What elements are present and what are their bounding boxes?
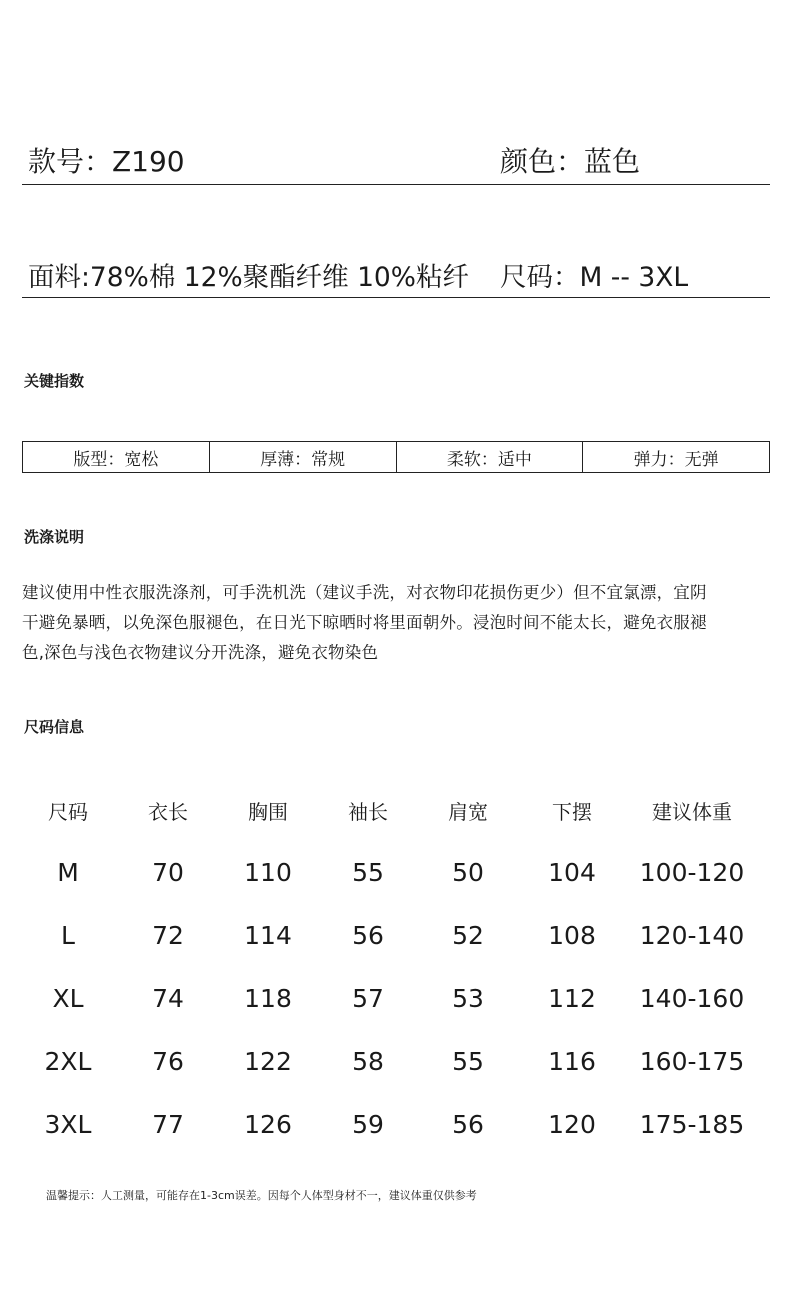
- cell-shoulder: 50: [452, 858, 484, 887]
- fabric-composition: 面料:78%棉 12%聚酯纤维 10%粘纤: [28, 262, 469, 293]
- cell-length: 72: [152, 921, 184, 950]
- header-chest: 胸围: [248, 800, 288, 824]
- cell-hem: 108: [548, 921, 596, 950]
- cell-chest: 118: [244, 984, 292, 1013]
- cell-sleeve: 57: [352, 984, 384, 1013]
- cell-shoulder: 56: [452, 1110, 484, 1139]
- indicator-elasticity: 弹力：无弹: [633, 449, 719, 470]
- cell-sleeve: 55: [352, 858, 384, 887]
- measurement-note: 温馨提示：人工测量，可能存在1-3cm误差。因每个人体型身材不一，建议体重仅供参考: [46, 1189, 477, 1202]
- indicator-thickness: 厚薄：常规: [210, 442, 397, 472]
- indicator-fit: 版型：宽松: [23, 442, 210, 472]
- style-number: 款号：Z190: [28, 145, 185, 178]
- table-row: [18, 1096, 778, 1159]
- washing-line-3: 色,深色与浅色衣物建议分开洗涤，避免衣物染色: [22, 643, 379, 662]
- cell-shoulder: 52: [452, 921, 484, 950]
- cell-length: 76: [152, 1047, 184, 1076]
- cell-length: 70: [152, 858, 184, 887]
- cell-chest: 122: [244, 1047, 292, 1076]
- cell-chest: 126: [244, 1110, 292, 1139]
- header-weight: 建议体重: [652, 800, 732, 824]
- header-sleeve: 袖长: [348, 800, 388, 824]
- header-length: 衣长: [148, 800, 188, 824]
- cell-length: 74: [152, 984, 184, 1013]
- cell-length: 77: [152, 1110, 184, 1139]
- divider-second: [22, 297, 770, 298]
- cell-size: 2XL: [44, 1047, 92, 1076]
- cell-size: M: [57, 858, 79, 887]
- indicator-softness: 柔软：适中: [397, 442, 584, 472]
- cell-hem: 116: [548, 1047, 596, 1076]
- header-shoulder: 肩宽: [448, 800, 488, 824]
- washing-title: 洗涤说明: [24, 528, 85, 546]
- cell-shoulder: 55: [452, 1047, 484, 1076]
- size-table: [18, 788, 778, 1159]
- washing-instructions: [22, 578, 774, 668]
- cell-chest: 110: [244, 858, 292, 887]
- cell-hem: 104: [548, 858, 596, 887]
- size-table-header: [18, 788, 778, 844]
- cell-size: XL: [52, 984, 84, 1013]
- cell-size: 3XL: [44, 1110, 92, 1139]
- cell-weight: 100-120: [639, 858, 745, 887]
- cell-sleeve: 59: [352, 1110, 384, 1139]
- cell-weight: 160-175: [639, 1047, 745, 1076]
- washing-line-1: 建议使用中性衣服洗涤剂，可手洗机洗（建议手洗，对衣物印花损伤更少）但不宜氯漂，宜阴: [22, 583, 707, 602]
- cell-shoulder: 53: [452, 984, 484, 1013]
- cell-chest: 114: [244, 921, 292, 950]
- header-hem: 下摆: [552, 800, 592, 824]
- size-info-title: 尺码信息: [24, 718, 85, 736]
- table-row: [18, 844, 778, 907]
- cell-weight: 140-160: [639, 984, 745, 1013]
- key-indicators-title: 关键指数: [24, 372, 85, 390]
- size-range: 尺码：M -- 3XL: [500, 262, 689, 293]
- cell-weight: 120-140: [639, 921, 745, 950]
- cell-weight: 175-185: [639, 1110, 745, 1139]
- washing-line-2: 干避免暴晒，以免深色服褪色，在日光下晾晒时将里面朝外。浸泡时间不能太长，避免衣服褪: [22, 613, 707, 632]
- table-row: [18, 970, 778, 1033]
- color-label: 颜色：蓝色: [500, 145, 641, 178]
- table-row: [18, 1033, 778, 1096]
- divider-top: [22, 184, 770, 185]
- cell-hem: 112: [548, 984, 596, 1013]
- cell-hem: 120: [548, 1110, 596, 1139]
- table-row: [18, 907, 778, 970]
- key-indicators-table: [22, 441, 770, 473]
- cell-sleeve: 58: [352, 1047, 384, 1076]
- cell-size: L: [61, 921, 75, 950]
- header-size: 尺码: [48, 800, 88, 824]
- cell-sleeve: 56: [352, 921, 384, 950]
